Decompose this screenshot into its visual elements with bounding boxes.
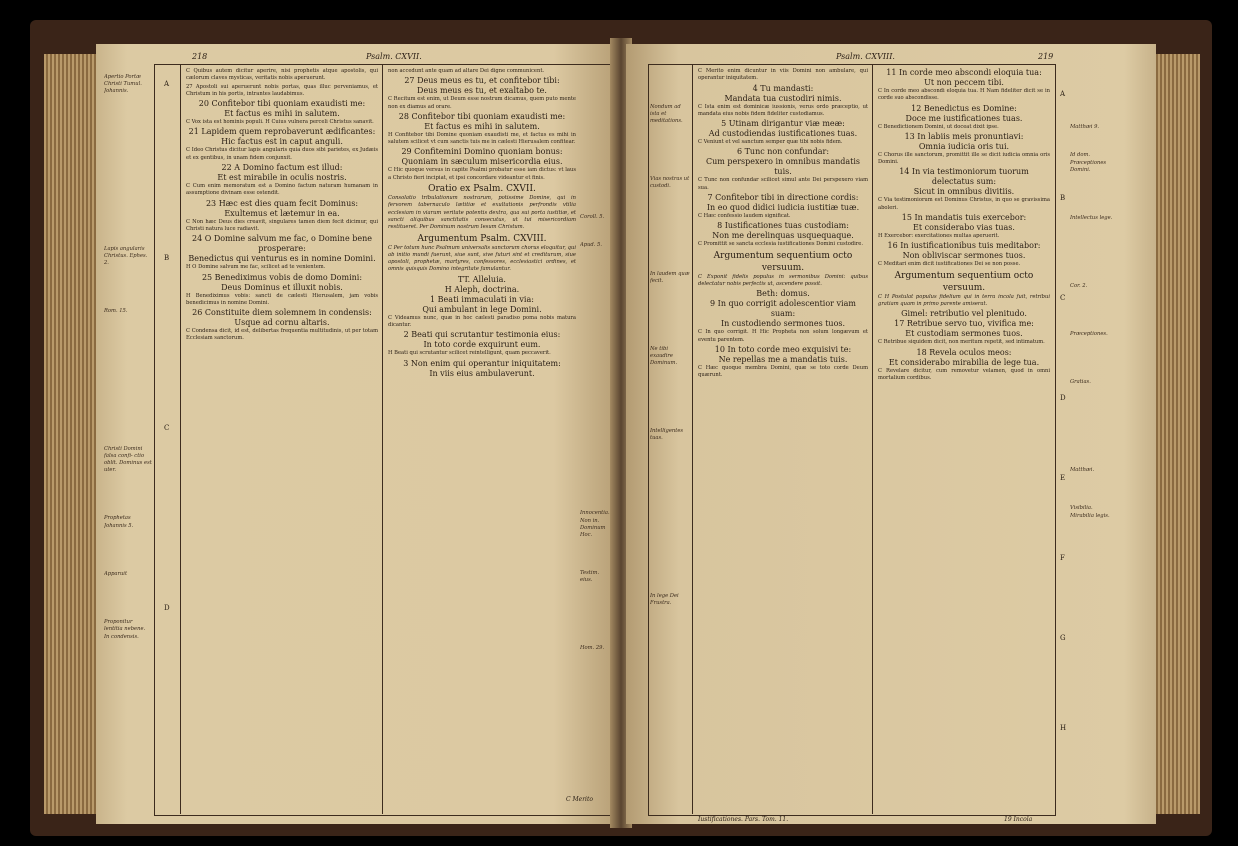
margin-note: Prophetas [104, 515, 131, 521]
psalm-verse: 14 In via testimoniorum tuorum delectatus sum: [899, 167, 1029, 187]
margin-note: Apertio Portæ Christi Tumul. Johannis. [104, 74, 142, 94]
psalm-verse: 18 Revela oculos meos: [916, 347, 1012, 357]
margin-note: Præceptiones. [1070, 331, 1108, 337]
psalm-verse: Deus meus es tu, et exaltabo te. [417, 86, 547, 96]
margin-note: Nondum ad ista et meditations. [650, 104, 683, 124]
left-page-inner-margin [580, 214, 610, 774]
right-page [626, 44, 1156, 824]
psalm-verse: 20 Confitebor tibi quoniam exaudisti me: [198, 99, 366, 109]
text-paragraph: C Revelare dicitur, cum removetur velamen, quod in omni mortalium cordibus. [878, 367, 1050, 381]
psalm-verse: Quoniam in sæculum misericordia eius. [401, 157, 563, 167]
psalm-verse: 26 Constituite diem solemnem in condensis: [192, 308, 372, 318]
margin-note: In laudem quæ fecit. [650, 271, 690, 284]
book [30, 14, 1212, 834]
argument-heading: Argumentum sequentium octo versuum. [894, 270, 1034, 293]
text-paragraph: C Quibus autem dicitur aperire, nisi prophetis atque apostolis, qui cælorum claves mysticas, veritatis nobis aperuerunt. [186, 68, 378, 82]
psalm-verse: Ne repellas me a mandatis tuis. [718, 354, 848, 364]
text-paragraph: C Hæc confessio laudem significat. [698, 213, 791, 220]
text-paragraph: C In quo corrigit. H Hic Propheta non solum longævum et eventu parentem. [698, 329, 868, 343]
left-catchword: C Merito [566, 796, 594, 803]
psalm-verse: Ut non peccem tibi. [924, 78, 1004, 87]
psalm-verse: 11 In corde meo abscondi eloquia tua: [886, 68, 1042, 77]
argument-text: C H Postulat populus fidelium qui in terra incola fuit, retribui gratiam quam in primo parente amiserat. [878, 293, 1050, 307]
psalm-verse: Ad custodiendas iustificationes tuas. [708, 129, 858, 139]
psalm-verse: 9 In quo corrigit adolescentior viam suam: [710, 299, 856, 319]
text-paragraph: C Veniunt et vel sanctum semper quæ tibi nobis fidem. [698, 139, 843, 146]
psalm-verse: 25 Benediximus vobis de domo Domini: [201, 272, 363, 282]
text-paragraph: C Recitum est enim, ut Deum esse nostrum dicamus, quem puto mente non ex diamus ad orare. [388, 96, 576, 110]
psalm-verse: 7 Confitebor tibi in directione cordis: [707, 193, 859, 203]
margin-note: Intellectus lege. [1070, 215, 1113, 221]
margin-note: Non in. Dominum Hoc. [580, 518, 606, 538]
text-paragraph: C Promittit se sancta ecclesia iustificationes Domini custodire. [698, 241, 863, 248]
right-column-2 [878, 68, 1050, 810]
margin-note: Matthæi. [1070, 467, 1095, 473]
text-paragraph: 27 Apostoli sui aperuerunt nobis portas, quas illuc perveniamus, et Christum in his portis, intrantes laudabimus. [186, 83, 378, 97]
psalm-heading: TT. Alleluia. [458, 274, 506, 284]
section-letter: D [1060, 394, 1066, 402]
psalm-verse: Cum perspexero in omnibus mandatis tuis. [705, 157, 861, 177]
margin-note: Innocentia. [580, 510, 610, 516]
psalm-verse: Et considerabo vias tuas. [913, 223, 1015, 233]
psalm-verse: 12 Benedictus es Domine: [911, 103, 1017, 113]
text-paragraph: C Merito enim dicuntur in viis Domini non ambulare, qui operantur iniquitatem. [698, 68, 868, 82]
margin-note: Matthæi 9. [1070, 124, 1100, 130]
psalm-verse: 8 Iustificationes tuas custodiam: [717, 221, 849, 231]
psalm-verse: Doce me iustificationes tuas. [905, 113, 1023, 123]
margin-note: Visibilia. [1070, 505, 1093, 511]
text-paragraph: C Tunc non confundar scilicet simul ante Dei perspexero viam sua. [698, 177, 868, 191]
argument-heading: Argumentum sequentium octo versuum. [713, 250, 853, 273]
psalm-verse: Et factus es mihi in salutem. [424, 121, 540, 131]
hebrew-letter-heading: H Aleph, doctrina. [444, 284, 520, 294]
left-column-1 [186, 68, 378, 810]
psalm-verse: 6 Tunc non confundar: [736, 147, 830, 157]
hebrew-letter-heading: Beth: domus. [756, 289, 810, 299]
margin-note: Id dom. [1070, 152, 1091, 158]
argument-heading: Argumentum Psalm. CXVIII. [417, 233, 547, 244]
text-paragraph: C Meditari enim dicit iustificationes Dei se non posse. [878, 261, 1021, 268]
text-paragraph: C Ista enim est dominicæ iussionis, verus ordo præceptio, ut mandata eius nobis fidem fideliter custodiamus. [698, 103, 868, 117]
margin-note: Proponitur lentitia nebene. [104, 619, 146, 632]
margin-note: Mirabilia legis. [1070, 513, 1110, 519]
section-letter: C [1060, 294, 1066, 302]
left-column-2 [388, 68, 576, 788]
text-paragraph: H Benediximus vobis: sancti de cælesti Hierusalem, jam vobis benedicimus in nomine Domini. [186, 292, 378, 306]
oratio-heading: Oratio ex Psalm. CXVII. [428, 184, 536, 195]
section-letter: B [164, 254, 170, 262]
margin-note: Vias nostras ut custodi. [650, 176, 690, 189]
right-running-head: Psalm. CXVIII. [836, 52, 895, 61]
psalm-verse: In toto corde exquirunt eum. [423, 340, 541, 350]
psalm-verse: 28 Confitebor tibi quoniam exaudisti me: [398, 111, 566, 121]
psalm-verse: Et factus es mihi in salutem. [224, 109, 340, 119]
psalm-verse: 15 In mandatis tuis exercebor: [901, 213, 1027, 223]
psalm-verse: 22 A Domino factum est illud: [221, 163, 343, 173]
right-catchword: 19 Incola [1004, 816, 1033, 823]
left-page-number: 218 [192, 52, 208, 61]
psalm-verse: Et considerabo mirabilia de lege tua. [888, 357, 1040, 367]
right-signature: Iustificationes. Pars. Tom. 11. [698, 816, 789, 823]
psalm-verse: 10 In toto corde meo exquisivi te: [714, 344, 852, 354]
margin-note: Testim. eius. [580, 570, 600, 583]
psalm-verse: Mandata tua custodiri nimis. [724, 93, 842, 103]
psalm-verse: Benedictus qui venturus es in nomine Domini. [188, 254, 376, 264]
right-page-outer-margin [1070, 124, 1126, 804]
text-paragraph: C Ideo Christus dicitur lapis angularis quia duos sibi parietes, ex Judæis et ex gentibus, in unam fidem conjunxit. [186, 147, 378, 161]
margin-note: Apud. 5. [580, 242, 602, 248]
margin-note: Intelligentes tuas. [650, 428, 684, 441]
left-page-outer-margin [104, 70, 152, 810]
margin-note: Coroll. 5. [580, 214, 605, 220]
margin-note: Lapis angularis Christus. Ephes. 2. [104, 246, 148, 266]
text-paragraph: H Exercebor: exercitationes multas aperuerit. [878, 233, 1000, 240]
psalm-verse: Et custodiam sermones tuos. [905, 329, 1023, 339]
right-column-rule [872, 64, 873, 814]
text-paragraph: H Beati qui scrutantur scilicet reintelligunt, quam peccaverit. [388, 350, 551, 357]
margin-note: Gratias. [1070, 379, 1091, 385]
text-paragraph: C Videamus nunc, quæ in hoc cælesti paradiso poma nobis matura dicantur. [388, 314, 576, 329]
psalm-verse: Usque ad cornu altaris. [234, 318, 330, 328]
text-paragraph: non accedunt ante quam ad altare Dei digne communicent. [388, 68, 545, 74]
right-column-1 [698, 68, 868, 810]
psalm-verse: 1 Beati immaculati in via: [430, 294, 534, 304]
text-paragraph: C Condensa dicit, id est, delibertas frequentia multitudinis, ut per totam Ecclesiam sanctorum. [186, 328, 378, 342]
left-running-head: Psalm. CXVII. [366, 52, 422, 61]
right-page-number: 219 [1038, 52, 1054, 61]
right-margin-rule [692, 64, 693, 814]
psalm-verse: 4 Tu mandasti: [752, 83, 814, 93]
margin-note: Ne tibi exaudire Dominum. [650, 346, 678, 366]
hebrew-letter-heading: Gimel: retributio vel plenitudo. [901, 309, 1027, 319]
section-letter: D [164, 604, 170, 612]
psalm-verse: 5 Utinam dirigantur viæ meæ: [721, 119, 845, 129]
psalm-verse: 29 Confitemini Domino quoniam bonus: [401, 147, 563, 157]
psalm-verse: Non me derelinquas usquequaque. [712, 231, 854, 241]
page-edges-left [44, 54, 104, 814]
margin-note: Apparuit [104, 571, 128, 577]
section-letter: A [1060, 90, 1066, 98]
text-paragraph: H Confitebor tibi Domine quoniam exaudisti me, et factus es mihi in salutem scilicet vt cum sanctis tuis me in cælesti Hierusalem confitear. [388, 131, 576, 146]
left-page [96, 44, 616, 824]
text-paragraph: C Benedictionem Domini, ut doceat dixit ipse. [878, 123, 999, 130]
psalm-verse: 21 Lapidem quem reprobaverunt ædificantes: [188, 127, 376, 137]
psalm-verse: 24 O Domine salvum me fac, o Domine bene prosperare: [192, 234, 372, 254]
margin-note: In lege Dei Frustra. [650, 593, 679, 606]
psalm-verse: In viis eius ambulaverunt. [429, 368, 535, 378]
text-paragraph: C Cum enim memoratum est a Domino factum naturam humanam in assumptione divinam esse ostendit. [186, 183, 378, 197]
margin-note: Cor. 2. [1070, 283, 1088, 289]
section-letter: H [1060, 724, 1067, 732]
psalm-verse: In custodiendo sermones tuos. [720, 319, 846, 329]
right-page-inner-margin [650, 104, 690, 804]
psalm-verse: 23 Hæc est dies quam fecit Dominus: [205, 198, 359, 208]
psalm-verse: 2 Beati qui scrutantur testimonia eius: [403, 330, 561, 340]
psalm-verse: 13 In labiis meis pronuntiavi: [904, 131, 1024, 141]
psalm-verse: Et est mirabile in oculis nostris. [217, 173, 347, 183]
text-paragraph: C Chorus ille sanctorum, promittit ille se dicit iudicia omnia oris Domini. [878, 151, 1050, 166]
argument-text: C Per totum hunc Psalmum universalis sanctorum chorus eloquitur, qui ab initio mundi fuerunt, siue sunt, sive futuri sint et crediturum, siue apostoli, prophetæ, martyres, confessores, ecclesiastici ordines, et omnis quisquis Domino integritate famulantur. [388, 244, 576, 273]
section-letter: F [1060, 554, 1065, 562]
section-letter: C [164, 424, 170, 432]
psalm-verse: Qui ambulant in lege Domini. [422, 304, 542, 314]
oratio-text: Consolatio tribulationum nostrarum, potissime Domine, qui in fervorem tabernaculo lætitiæ et exultationis perfrondis vtilia ecclesiam in viarum veritate potentis dextra, qua sui porta iustitiæ, et sancti aliquibus sanctitatis consecutus, ut tui misericordiam restitueret. Per Dominum nostrum Iesum Christum. [388, 195, 576, 231]
margin-note: Johannis 5. [104, 523, 134, 529]
section-letter: G [1060, 634, 1066, 642]
text-paragraph: H O Domine salvum me fac, scilicet ad te venientem. [186, 264, 326, 271]
margin-note: Præceptiones Domini. [1070, 160, 1107, 173]
margin-note: Hom. 29. [580, 645, 605, 651]
psalm-verse: 16 In iustificationibus tuis meditabor: [887, 241, 1041, 251]
section-letter: A [164, 80, 170, 88]
text-paragraph: C Vox ista est hominis populi. H Cuius vulnera perceli Christus sanavit. [186, 119, 374, 126]
margin-note: Rom. 15. [104, 308, 128, 314]
psalm-verse: 27 Deus meus es tu, et confitebor tibi: [404, 76, 560, 86]
text-paragraph: C In corde meo abscondi eloquia tua. H Nam fideliter dicit se in corde suo abscondisse. [878, 88, 1050, 102]
psalm-verse: Deus Dominus et illuxit nobis. [221, 282, 343, 292]
argument-text: C Exponit fidelis populus in sermonibus Domini: quibus delectatur nobis perfectis ut, ascendere possit. [698, 273, 868, 287]
section-letter: E [1060, 474, 1066, 482]
psalm-verse: Non obliviscar sermones tuos. [902, 251, 1026, 261]
margin-note: In condensis. [104, 634, 139, 640]
psalm-verse: Omnia iudicia oris tui. [918, 141, 1010, 151]
margin-note: Christi Domini falsa confi- ctio oblit. Dominus est uter. [104, 446, 152, 473]
psalm-verse: In eo quod didici iudicia iustitiæ tuæ. [706, 203, 860, 213]
left-margin-rule [180, 64, 181, 814]
psalm-verse: 17 Retribue servo tuo, vivifica me: [894, 319, 1034, 329]
text-paragraph: C Via testimoniorum est Dominus Christus, in quo se gravissima aboleri. [878, 197, 1050, 211]
psalm-verse: Exultemus et lætemur in ea. [224, 208, 340, 218]
section-letter: B [1060, 194, 1066, 202]
text-paragraph: C Non hæc Deus dies creavit, singulares tamen diem fecit dicimur, qui Christi natura luce radiavit. [186, 218, 378, 232]
text-paragraph: C Hæc quoque membra Domini, quæ se toto corde Deum quærunt. [698, 364, 868, 379]
psalm-verse: 3 Non enim qui operantur iniquitatem: [403, 358, 561, 368]
psalm-verse: Sicut in omnibus divitiis. [913, 187, 1015, 197]
text-paragraph: C Hic quoque versus in capite Psalmi probatur esse iam dictus: vt laus a Christo fieri incipiat, et ipsi concordare videantur et finis. [388, 167, 576, 181]
psalm-verse: Hic factus est in caput anguli. [221, 137, 343, 147]
left-column-rule [382, 64, 383, 814]
text-paragraph: C Retribue siquidem dicit, non meritum repetit, sed intimatum. [878, 339, 1045, 346]
